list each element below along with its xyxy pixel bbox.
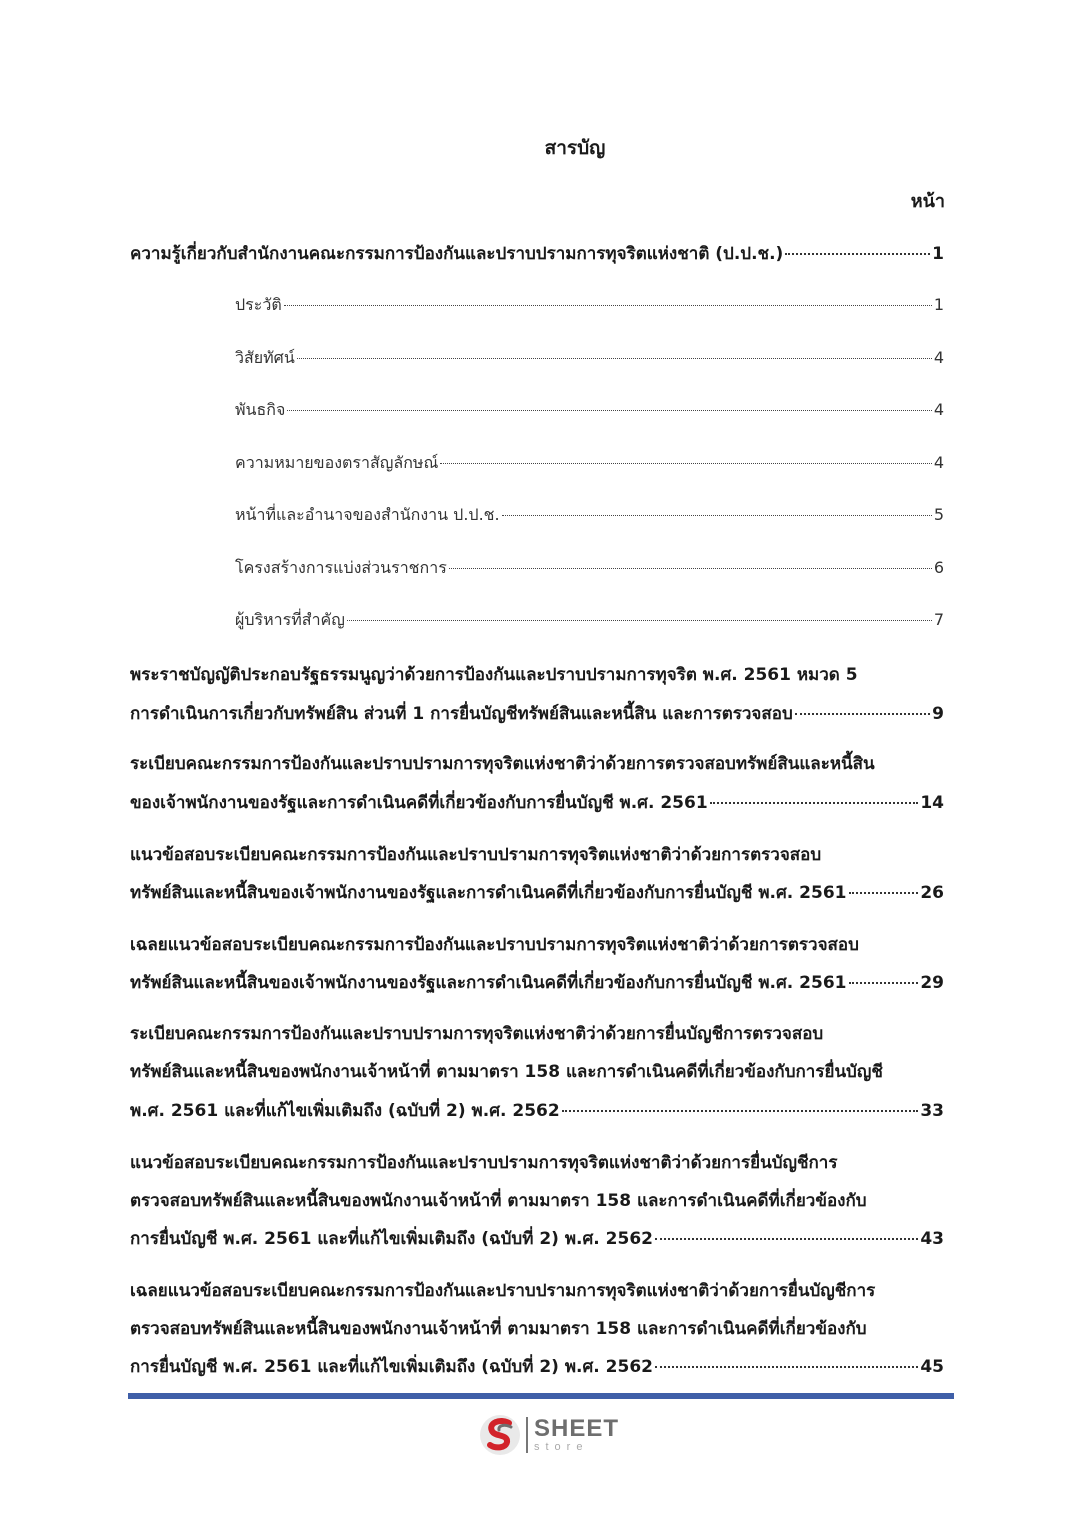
dot-leader bbox=[562, 1110, 919, 1112]
toc-entry[interactable] bbox=[130, 1097, 944, 1124]
toc-subentry[interactable] bbox=[235, 398, 944, 423]
toc-entry[interactable] bbox=[130, 969, 944, 996]
toc-entry[interactable] bbox=[130, 879, 944, 906]
toc-entry[interactable] bbox=[130, 789, 944, 816]
logo-main-text: SHEET bbox=[534, 1415, 620, 1442]
dot-leader bbox=[849, 892, 919, 894]
toc-entry-title: หน้าที่และอำนาจของสำนักงาน ป.ป.ช. bbox=[235, 505, 500, 524]
dot-leader bbox=[297, 358, 932, 359]
toc-entry-title: พ.ศ. 2561 และที่แก้ไขเพิ่มเติมถึง (ฉบับที่ 2) พ.ศ. 2562 bbox=[130, 1101, 560, 1121]
toc-entry-page: 4 bbox=[933, 453, 944, 472]
dot-leader bbox=[440, 463, 932, 464]
toc-entry-page: 6 bbox=[933, 558, 944, 577]
toc-title: สารบัญ bbox=[544, 137, 606, 159]
dot-leader bbox=[347, 620, 932, 621]
sheet-store-logo bbox=[478, 1413, 619, 1457]
toc-entry-title: การดำเนินการเกี่ยวกับทรัพย์สิน ส่วนที่ 1 การยื่นบัญชีทรัพย์สินและหนี้สิน และการตรวจสอบ bbox=[130, 704, 793, 724]
toc-entry-title: การยื่นบัญชี พ.ศ. 2561 และที่แก้ไขเพิ่มเติมถึง (ฉบับที่ 2) พ.ศ. 2562 bbox=[130, 1229, 653, 1249]
toc-entry[interactable] bbox=[130, 700, 944, 727]
toc-entry-title: พันธกิจ bbox=[235, 400, 286, 419]
dot-leader bbox=[710, 802, 919, 804]
dot-leader bbox=[502, 515, 932, 516]
toc-entry-title: ทรัพย์สินและหนี้สินของเจ้าพนักงานของรัฐและการดำเนินคดีที่เกี่ยวข้องกับการยื่นบัญชี พ.ศ. 2561 bbox=[130, 883, 847, 903]
toc-entry-line[interactable]: เฉลยแนวข้อสอบระเบียบคณะกรรมการป้องกันและปราบปรามการทุจริตแห่งชาติว่าด้วยการตรวจสอบ bbox=[130, 935, 859, 955]
dot-leader bbox=[795, 713, 930, 715]
toc-entry-title: ความหมายของตราสัญลักษณ์ bbox=[235, 453, 439, 472]
toc-entry-title: ทรัพย์สินและหนี้สินของเจ้าพนักงานของรัฐและการดำเนินคดีที่เกี่ยวข้องกับการยื่นบัญชี พ.ศ. 2561 bbox=[130, 973, 847, 993]
toc-entry-title: โครงสร้างการแบ่งส่วนราชการ bbox=[235, 558, 447, 577]
logo-sub-text: store bbox=[534, 1441, 589, 1453]
toc-entry-line[interactable]: แนวข้อสอบระเบียบคณะกรรมการป้องกันและปราบปรามการทุจริตแห่งชาติว่าด้วยการตรวจสอบ bbox=[130, 845, 822, 865]
toc-entry-title: การยื่นบัญชี พ.ศ. 2561 และที่แก้ไขเพิ่มเติมถึง (ฉบับที่ 2) พ.ศ. 2562 bbox=[130, 1357, 653, 1377]
toc-entry-line[interactable]: เฉลยแนวข้อสอบระเบียบคณะกรรมการป้องกันและปราบปรามการทุจริตแห่งชาติว่าด้วยการยื่นบัญชีการ bbox=[130, 1281, 876, 1301]
toc-entry-line[interactable]: ตรวจสอบทรัพย์สินและหนี้สินของพนักงานเจ้าหน้าที่ ตามมาตรา 158 และการดำเนินคดีที่เกี่ยวข้องกับ bbox=[130, 1319, 867, 1339]
toc-entry-page: 5 bbox=[933, 505, 944, 524]
dot-leader bbox=[849, 982, 919, 984]
dot-leader bbox=[655, 1366, 918, 1368]
toc-entry-title: ผู้บริหารที่สำคัญ bbox=[235, 610, 345, 629]
toc-entry-page: 26 bbox=[920, 883, 944, 903]
page-column-header: หน้า bbox=[910, 191, 945, 212]
dot-leader bbox=[287, 410, 932, 411]
toc-entry[interactable] bbox=[130, 240, 944, 267]
toc-entry-line[interactable]: ระเบียบคณะกรรมการป้องกันและปราบปรามการทุจริตแห่งชาติว่าด้วยการตรวจสอบทรัพย์สินและหนี้สิน bbox=[130, 754, 875, 774]
toc-entry-page: 4 bbox=[933, 348, 944, 367]
toc-entry-page: 9 bbox=[932, 704, 944, 724]
toc-entry-line[interactable]: พระราชบัญญัติประกอบรัฐธรรมนูญว่าด้วยการป้องกันและปราบปรามการทุจริต พ.ศ. 2561 หมวด 5 bbox=[130, 665, 858, 685]
toc-entry-line[interactable]: ทรัพย์สินและหนี้สินของพนักงานเจ้าหน้าที่ ตามมาตรา 158 และการดำเนินคดีที่เกี่ยวข้องกับการยื่นบัญชี bbox=[130, 1062, 883, 1082]
toc-entry-title: วิสัยทัศน์ bbox=[235, 348, 295, 367]
toc-entry-title: ความรู้เกี่ยวกับสำนักงานคณะกรรมการป้องกันและปราบปรามการทุจริตแห่งชาติ (ป.ป.ช.) bbox=[130, 244, 784, 264]
dot-leader bbox=[284, 305, 932, 306]
toc-entry[interactable] bbox=[130, 1353, 944, 1380]
toc-entry-page: 14 bbox=[920, 793, 944, 813]
toc-entry[interactable] bbox=[130, 1225, 944, 1252]
footer-rule bbox=[128, 1393, 954, 1399]
sheet-store-s-logo-icon bbox=[478, 1413, 522, 1457]
toc-entry-page: 45 bbox=[920, 1357, 944, 1377]
toc-subentry[interactable] bbox=[235, 503, 944, 528]
toc-subentry[interactable] bbox=[235, 346, 944, 371]
toc-entry-page: 4 bbox=[933, 400, 944, 419]
toc-entry-title: ประวัติ bbox=[235, 295, 282, 314]
toc-subentry[interactable] bbox=[235, 608, 944, 633]
dot-leader bbox=[449, 568, 932, 569]
toc-entry-title: ของเจ้าพนักงานของรัฐและการดำเนินคดีที่เกี่ยวข้องกับการยื่นบัญชี พ.ศ. 2561 bbox=[130, 793, 708, 813]
toc-subentry[interactable] bbox=[235, 451, 944, 476]
dot-leader bbox=[655, 1238, 918, 1240]
toc-subentry[interactable] bbox=[235, 293, 944, 318]
toc-subentry[interactable] bbox=[235, 556, 944, 581]
toc-entry-line[interactable]: ระเบียบคณะกรรมการป้องกันและปราบปรามการทุจริตแห่งชาติว่าด้วยการยื่นบัญชีการตรวจสอบ bbox=[130, 1024, 824, 1044]
logo-wordmark bbox=[534, 1417, 619, 1453]
toc-entry-line[interactable]: ตรวจสอบทรัพย์สินและหนี้สินของพนักงานเจ้าหน้าที่ ตามมาตรา 158 และการดำเนินคดีที่เกี่ยวข้องกับ bbox=[130, 1191, 867, 1211]
toc-entry-page: 1 bbox=[933, 295, 944, 314]
logo-divider bbox=[526, 1417, 528, 1453]
toc-entry-page: 29 bbox=[920, 973, 944, 993]
toc-entry-line[interactable]: แนวข้อสอบระเบียบคณะกรรมการป้องกันและปราบปรามการทุจริตแห่งชาติว่าด้วยการยื่นบัญชีการ bbox=[130, 1153, 838, 1173]
toc-entry-page: 43 bbox=[920, 1229, 944, 1249]
dot-leader bbox=[785, 253, 930, 255]
toc-entry-page: 33 bbox=[920, 1101, 944, 1121]
toc-entry-page: 7 bbox=[933, 610, 944, 629]
toc-entry-page: 1 bbox=[932, 244, 944, 264]
